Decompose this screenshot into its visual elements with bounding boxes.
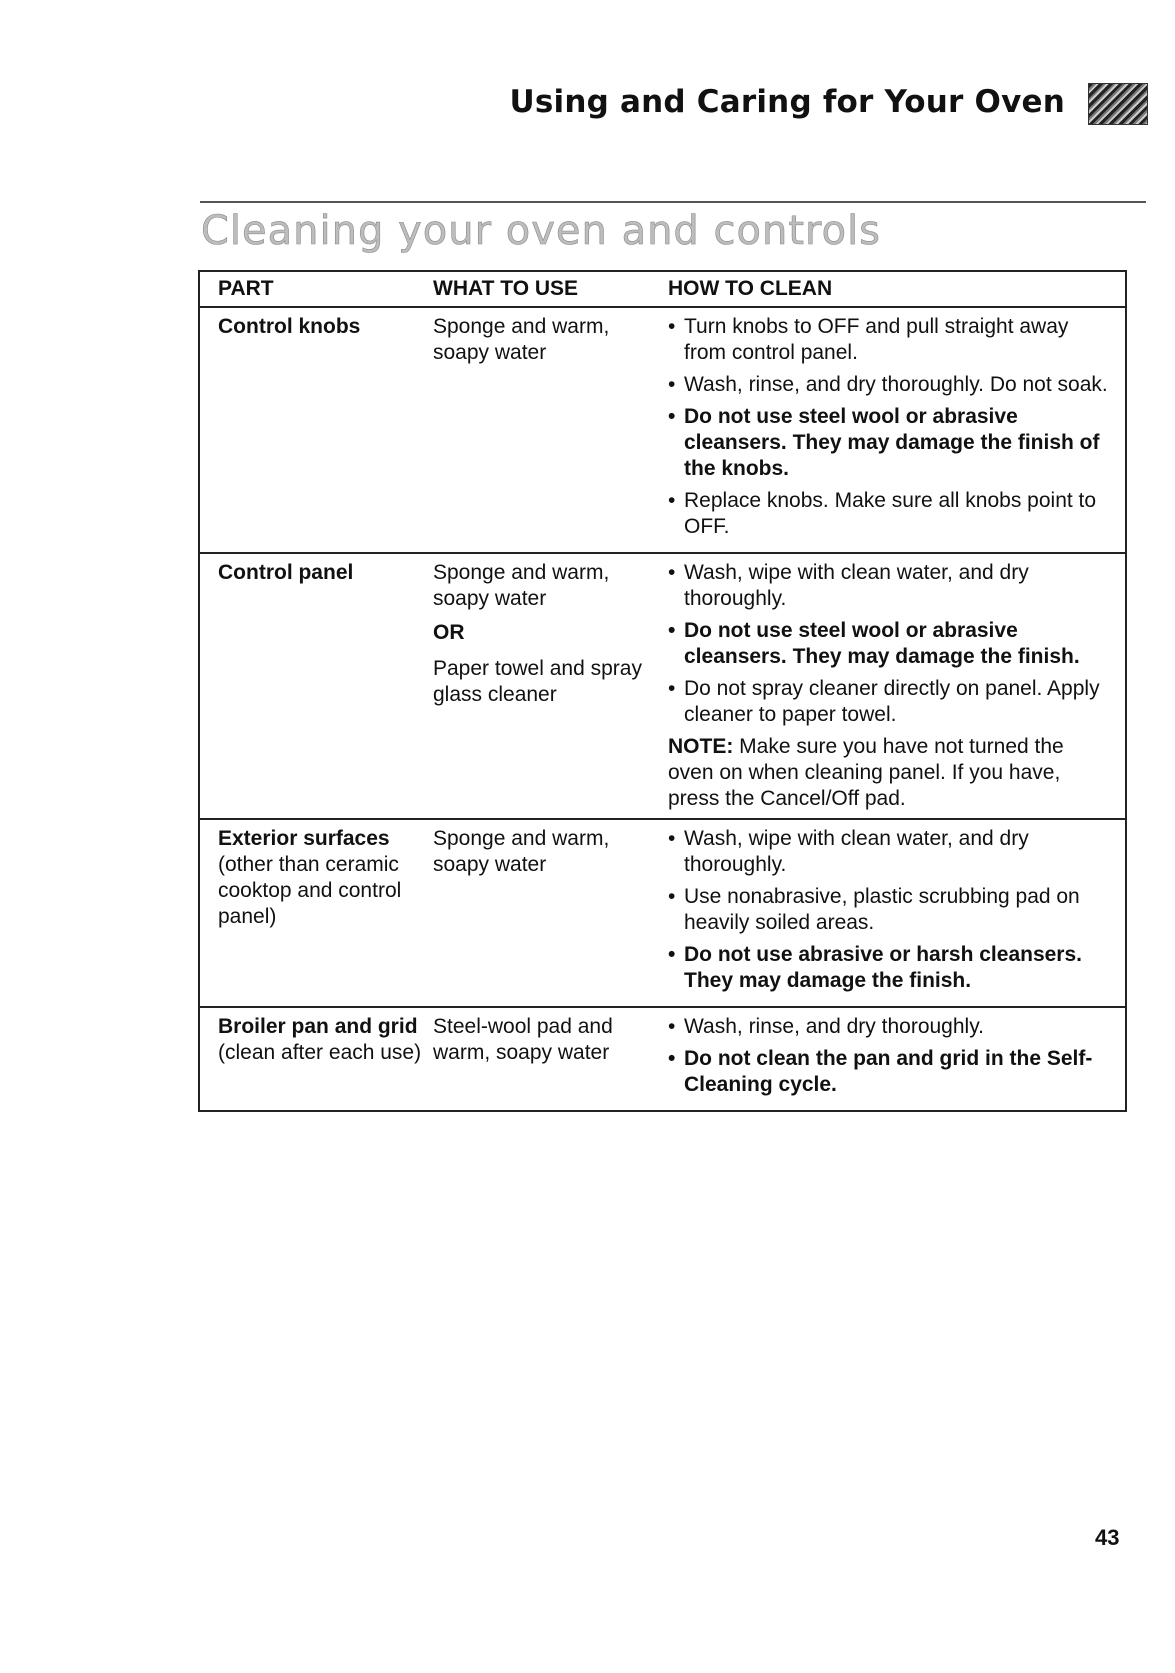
decorative-logo-icon xyxy=(1088,83,1148,125)
part-qualifier: (other than ceramic cooktop and control panel) xyxy=(218,853,402,928)
page-number: 43 xyxy=(1095,1525,1120,1550)
column-header-part: PART xyxy=(199,271,433,307)
cleaning-material: Sponge and warm, soapy water xyxy=(433,561,610,610)
cleaning-step: • Do not clean the pan and grid in the Self-Cleaning cycle. xyxy=(668,1046,1113,1098)
cleaning-steps xyxy=(668,826,1113,994)
how-to-clean-cell xyxy=(668,307,1126,553)
part-cell xyxy=(199,307,433,553)
table-row xyxy=(199,553,1126,819)
cleaning-step: • Do not spray cleaner directly on panel. Apply cleaner to paper towel. xyxy=(668,676,1113,728)
column-header-what-to-use: WHAT TO USE xyxy=(433,271,668,307)
how-to-clean-cell xyxy=(668,553,1126,819)
part-name: Exterior surfaces xyxy=(218,827,390,850)
cleaning-step: • Do not use abrasive or harsh cleansers. They may damage the finish. xyxy=(668,942,1113,994)
cleaning-material: Sponge and warm, soapy water xyxy=(433,315,610,364)
part-cell xyxy=(199,1007,433,1111)
part-name: Broiler pan and grid xyxy=(218,1015,418,1038)
cleaning-steps xyxy=(668,560,1113,728)
cleaning-material: Paper towel and spray glass cleaner xyxy=(433,657,642,706)
cleaning-table xyxy=(198,270,1127,1112)
part-name: Control knobs xyxy=(218,315,361,338)
part-qualifier: (clean after each use) xyxy=(218,1041,422,1064)
cleaning-steps xyxy=(668,314,1113,540)
table-body xyxy=(199,307,1126,1111)
section-title: Cleaning your oven and controls xyxy=(201,208,882,254)
note-label: NOTE: xyxy=(668,735,734,758)
note xyxy=(668,734,1113,812)
or-separator: OR xyxy=(433,621,465,644)
column-header-how-to-clean: HOW TO CLEAN xyxy=(668,271,1126,307)
header-title: Using and Caring for Your Oven xyxy=(509,84,1065,120)
table-header-row xyxy=(199,271,1126,307)
cleaning-step: • Turn knobs to OFF and pull straight away from control panel. xyxy=(668,314,1113,366)
part-cell xyxy=(199,819,433,1007)
table-row xyxy=(199,819,1126,1007)
page-header xyxy=(510,84,1065,120)
cleaning-step: • Do not use steel wool or abrasive cleansers. They may damage the finish. xyxy=(668,618,1113,670)
note-text: Make sure you have not turned the oven on when cleaning panel. If you have, press the Cancel/Off pad. xyxy=(668,735,1064,810)
cleaning-steps xyxy=(668,1014,1113,1098)
table-row xyxy=(199,307,1126,553)
cleaning-step: • Use nonabrasive, plastic scrubbing pad on heavily soiled areas. xyxy=(668,884,1113,936)
what-to-use-cell xyxy=(433,553,668,819)
how-to-clean-cell xyxy=(668,819,1126,1007)
cleaning-step: • Wash, wipe with clean water, and dry thoroughly. xyxy=(668,826,1113,878)
header-divider xyxy=(200,201,1146,203)
what-to-use-cell xyxy=(433,819,668,1007)
cleaning-step: • Do not use steel wool or abrasive cleansers. They may damage the finish of the knobs. xyxy=(668,404,1113,482)
what-to-use-cell xyxy=(433,1007,668,1111)
part-cell xyxy=(199,553,433,819)
cleaning-step: • Wash, rinse, and dry thoroughly. Do not soak. xyxy=(668,372,1113,398)
cleaning-step: • Wash, wipe with clean water, and dry thoroughly. xyxy=(668,560,1113,612)
part-name: Control panel xyxy=(218,561,354,584)
table-row xyxy=(199,1007,1126,1111)
cleaning-step: • Replace knobs. Make sure all knobs point to OFF. xyxy=(668,488,1113,540)
cleaning-step: • Wash, rinse, and dry thoroughly. xyxy=(668,1014,1113,1040)
how-to-clean-cell xyxy=(668,1007,1126,1111)
cleaning-material: Steel-wool pad and warm, soapy water xyxy=(433,1015,613,1064)
cleaning-material: Sponge and warm, soapy water xyxy=(433,827,610,876)
what-to-use-cell xyxy=(433,307,668,553)
